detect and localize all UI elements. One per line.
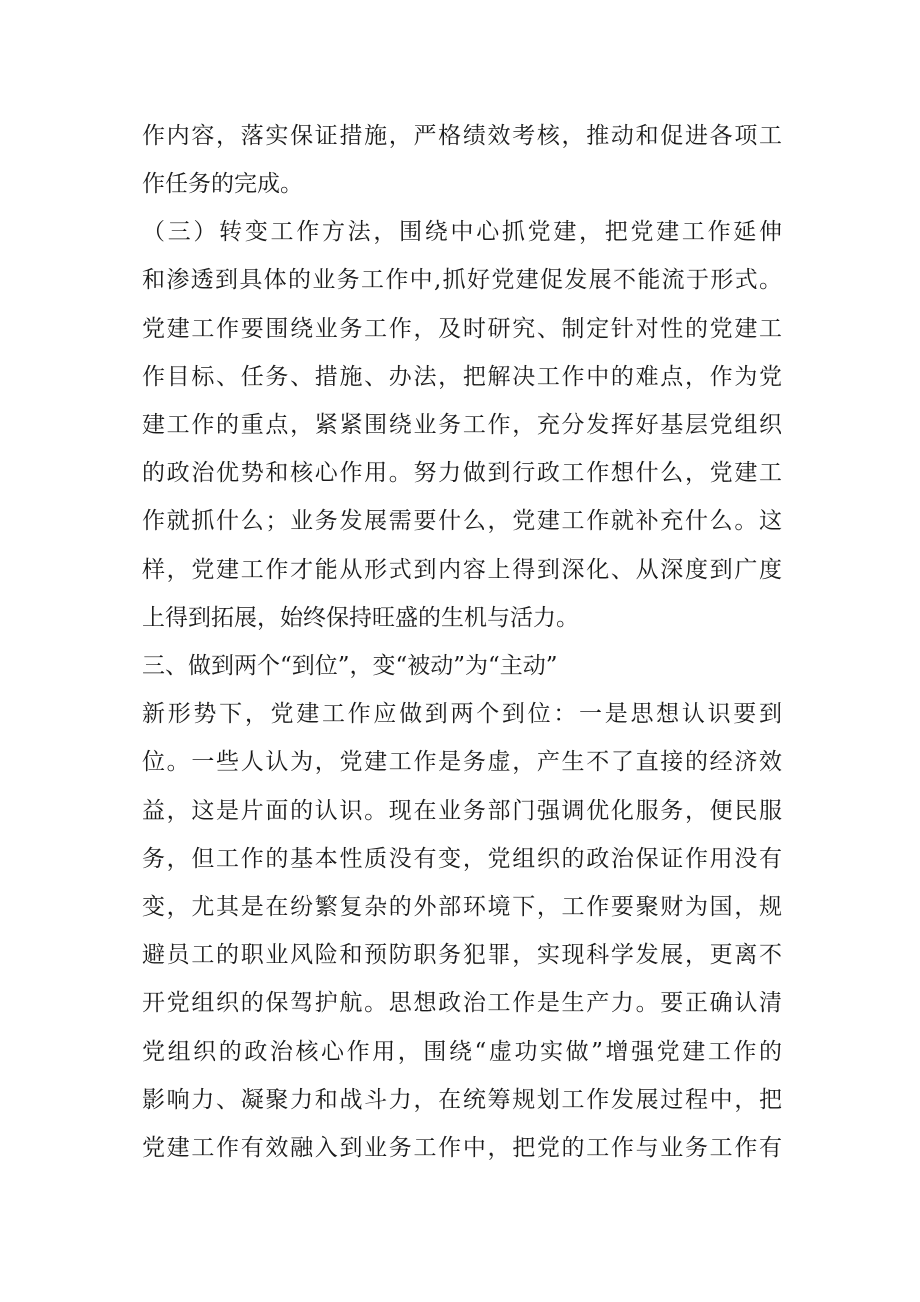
text-line: 党建工作要围绕业务工作，及时研究、制定针对性的党建工 <box>142 316 782 342</box>
text-line: 党组织的政治核心作用，围绕“虚功实做”增强党建工作的 <box>142 1039 782 1065</box>
text-line: 影响力、凝聚力和战斗力，在统筹规划工作发展过程中，把 <box>142 1087 782 1113</box>
text-line: 变，尤其是在纷繁复杂的外部环境下，工作要聚财为国，规 <box>142 894 782 920</box>
text-line: 务，但工作的基本性质没有变，党组织的政治保证作用没有 <box>142 846 782 872</box>
text-line: 作就抓什么；业务发展需要什么，党建工作就补充什么。这 <box>142 508 782 534</box>
text-line: 和渗透到具体的业务工作中,抓好党建促发展不能流于形式。 <box>142 267 782 293</box>
text-line: 新形势下，党建工作应做到两个到位：一是思想认识要到 <box>142 701 782 727</box>
text-line: 样，党建工作才能从形式到内容上得到深化、从深度到广度 <box>142 557 782 583</box>
text-line: 避员工的职业风险和预防职务犯罪，实现科学发展，更离不 <box>142 942 782 968</box>
text-line: 建工作的重点，紧紧围绕业务工作，充分发挥好基层党组织 <box>142 412 782 438</box>
section-heading: 三、做到两个“到位”，变“被动”为“主动” <box>142 653 558 679</box>
text-line: 作内容，落实保证措施，严格绩效考核，推动和促进各项工 <box>142 123 782 149</box>
text-line: 的政治优势和核心作用。努力做到行政工作想什么，党建工 <box>142 460 782 486</box>
text-line: 党建工作有效融入到业务工作中，把党的工作与业务工作有 <box>142 1135 782 1161</box>
text-line: 开党组织的保驾护航。思想政治工作是生产力。要正确认清 <box>142 990 782 1016</box>
text-line: 上得到拓展，始终保持旺盛的生机与活力。 <box>142 605 579 631</box>
text-line: 益，这是片面的认识。现在业务部门强调优化服务，便民服 <box>142 798 782 824</box>
text-line: 位。一些人认为，党建工作是务虚，产生不了直接的经济效 <box>142 749 782 775</box>
text-line: 作目标、任务、措施、办法，把解决工作中的难点，作为党 <box>142 364 782 390</box>
text-line: 作任务的完成。 <box>142 171 303 197</box>
text-line: （三）转变工作方法，围绕中心抓党建，把党建工作延伸 <box>142 219 782 245</box>
